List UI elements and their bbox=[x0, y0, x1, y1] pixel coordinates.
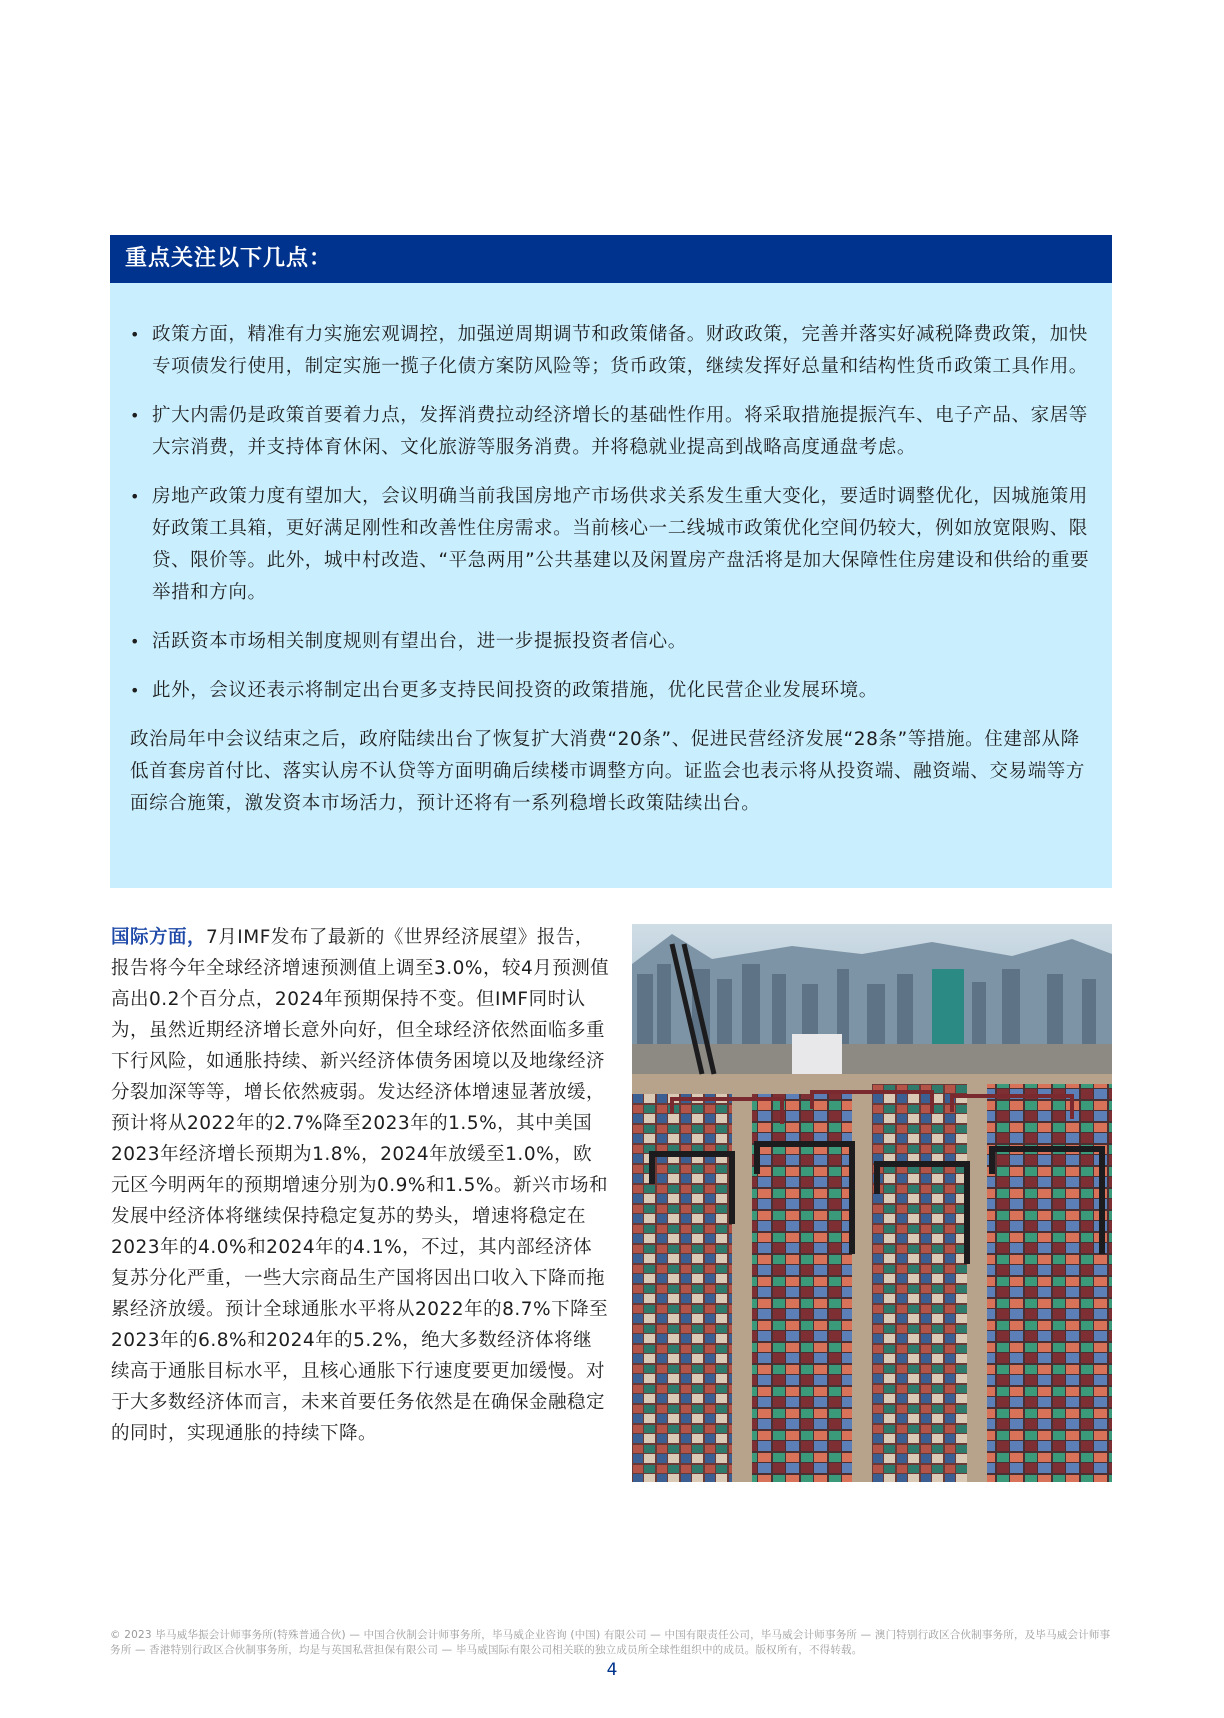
bullet-icon: • bbox=[130, 681, 141, 700]
bullet-icon: • bbox=[130, 487, 141, 506]
list-item bbox=[130, 481, 1090, 609]
bullet-text: 政策方面，精准有力实施宏观调控，加强逆周期调节和政策储备。财政政策，完善并落实好减税降费政策，加快专项债发行使用，制定实施一揽子化债方案防风险等；货币政策，继续发挥好总量和结构性货币政策工具作用。 bbox=[152, 324, 1088, 377]
bullet-text: 房地产政策力度有望加大，会议明确当前我国房地产市场供求关系发生重大变化，要适时调整优化，因城施策用好政策工具箱，更好满足刚性和改善性住房需求。当前核心一二线城市政策优化空间仍较大，例如放宽限购、限贷、限价等。此外，城中村改造、“平急两用”公共基建以及闲置房产盘活将是加大保障性住房建设和供给的重要举措和方向。 bbox=[152, 486, 1090, 603]
key-points-list bbox=[130, 319, 1090, 707]
bullet-text: 活跃资本市场相关制度规则有望出台，进一步提振投资者信心。 bbox=[152, 631, 687, 652]
list-item bbox=[130, 400, 1090, 464]
bullet-icon: • bbox=[130, 325, 141, 344]
photo-illustration bbox=[632, 924, 1112, 1482]
page-number: 4 bbox=[606, 1660, 618, 1680]
closing-paragraph: 政治局年中会议结束之后，政府陆续出台了恢复扩大消费“20条”、促进民营经济发展“28条”等措施。住建部从降低首套房首付比、落实认房不认贷等方面明确后续楼市调整方向。证监会也表示将从投资端、融资端、交易端等方面综合施策，激发资本市场活力，预计还将有一系列稳增长政策陆续出台。 bbox=[130, 729, 1086, 814]
international-paragraph bbox=[111, 922, 611, 1449]
list-item bbox=[130, 319, 1090, 383]
callout-body bbox=[110, 283, 1112, 820]
bullet-icon: • bbox=[130, 406, 141, 425]
section-lead: 国际方面， bbox=[111, 927, 207, 948]
international-body: 7月IMF发布了最新的《世界经济展望》报告，报告将今年全球经济增速预测值上调至3.0%，较4月预测值高出0.2个百分点，2024年预期保持不变。但IMF同时认为，虽然近期经济增长意外向好，但全球经济依然面临多重下行风险，如通胀持续、新兴经济体债务困境以及地缘经济分裂加深等等，增长依然疲弱。发达经济体增速显著放缓，预计将从2022年的2.7%降至2023年的1.5%，其中美国2023年经济增长预期为1.8%，2024年放缓至1.0%，欧元区今明两年的预期增速分别为0.9%和1.5%。新兴市场和发展中经济体将继续保持稳定复苏的势头，增速将稳定在2023年的4.0%和2024年的4.1%，不过，其内部经济体复苏分化严重，一些大宗商品生产国将因出口收入下降而拖累经济放缓。预计全球通胀水平将从2022年的8.7%下降至2023年的6.8%和2024年的5.2%，绝大多数经济体将继续高于通胀目标水平，且核心通胀下行速度要更加缓慢。对于大多数经济体而言，未来首要任务依然是在确保金融稳定的同时，实现通胀的持续下降。 bbox=[111, 927, 610, 1444]
callout-title: 重点关注以下几点： bbox=[110, 235, 1112, 283]
list-item bbox=[130, 626, 1090, 658]
list-item bbox=[130, 675, 1090, 707]
bullet-text: 此外，会议还表示将制定出台更多支持民间投资的政策措施，优化民营企业发展环境。 bbox=[152, 680, 878, 701]
copyright-footer: © 2023 毕马威华振会计师事务所(特殊普通合伙) — 中国合伙制会计师事务所，毕马威企业咨询 (中国) 有限公司 — 中国有限责任公司，毕马威会计师事务所 — 澳门特别行政区合伙制事务所，及毕马威会计师事务所 — 香港特别行政区合伙制事务所，均是与英国私营担保有限公司 — 毕马威国际有限公司相关联的独立成员所全球性组织中的成员。版权所有，不得转载。 bbox=[110, 1629, 1111, 1656]
bullet-icon: • bbox=[130, 632, 141, 651]
container-port-photo bbox=[632, 924, 1112, 1482]
bullet-text: 扩大内需仍是政策首要着力点，发挥消费拉动经济增长的基础性作用。将采取措施提振汽车、电子产品、家居等大宗消费，并支持体育休闲、文化旅游等服务消费。并将稳就业提高到战略高度通盘考虑。 bbox=[152, 405, 1088, 458]
key-points-callout bbox=[110, 235, 1112, 888]
